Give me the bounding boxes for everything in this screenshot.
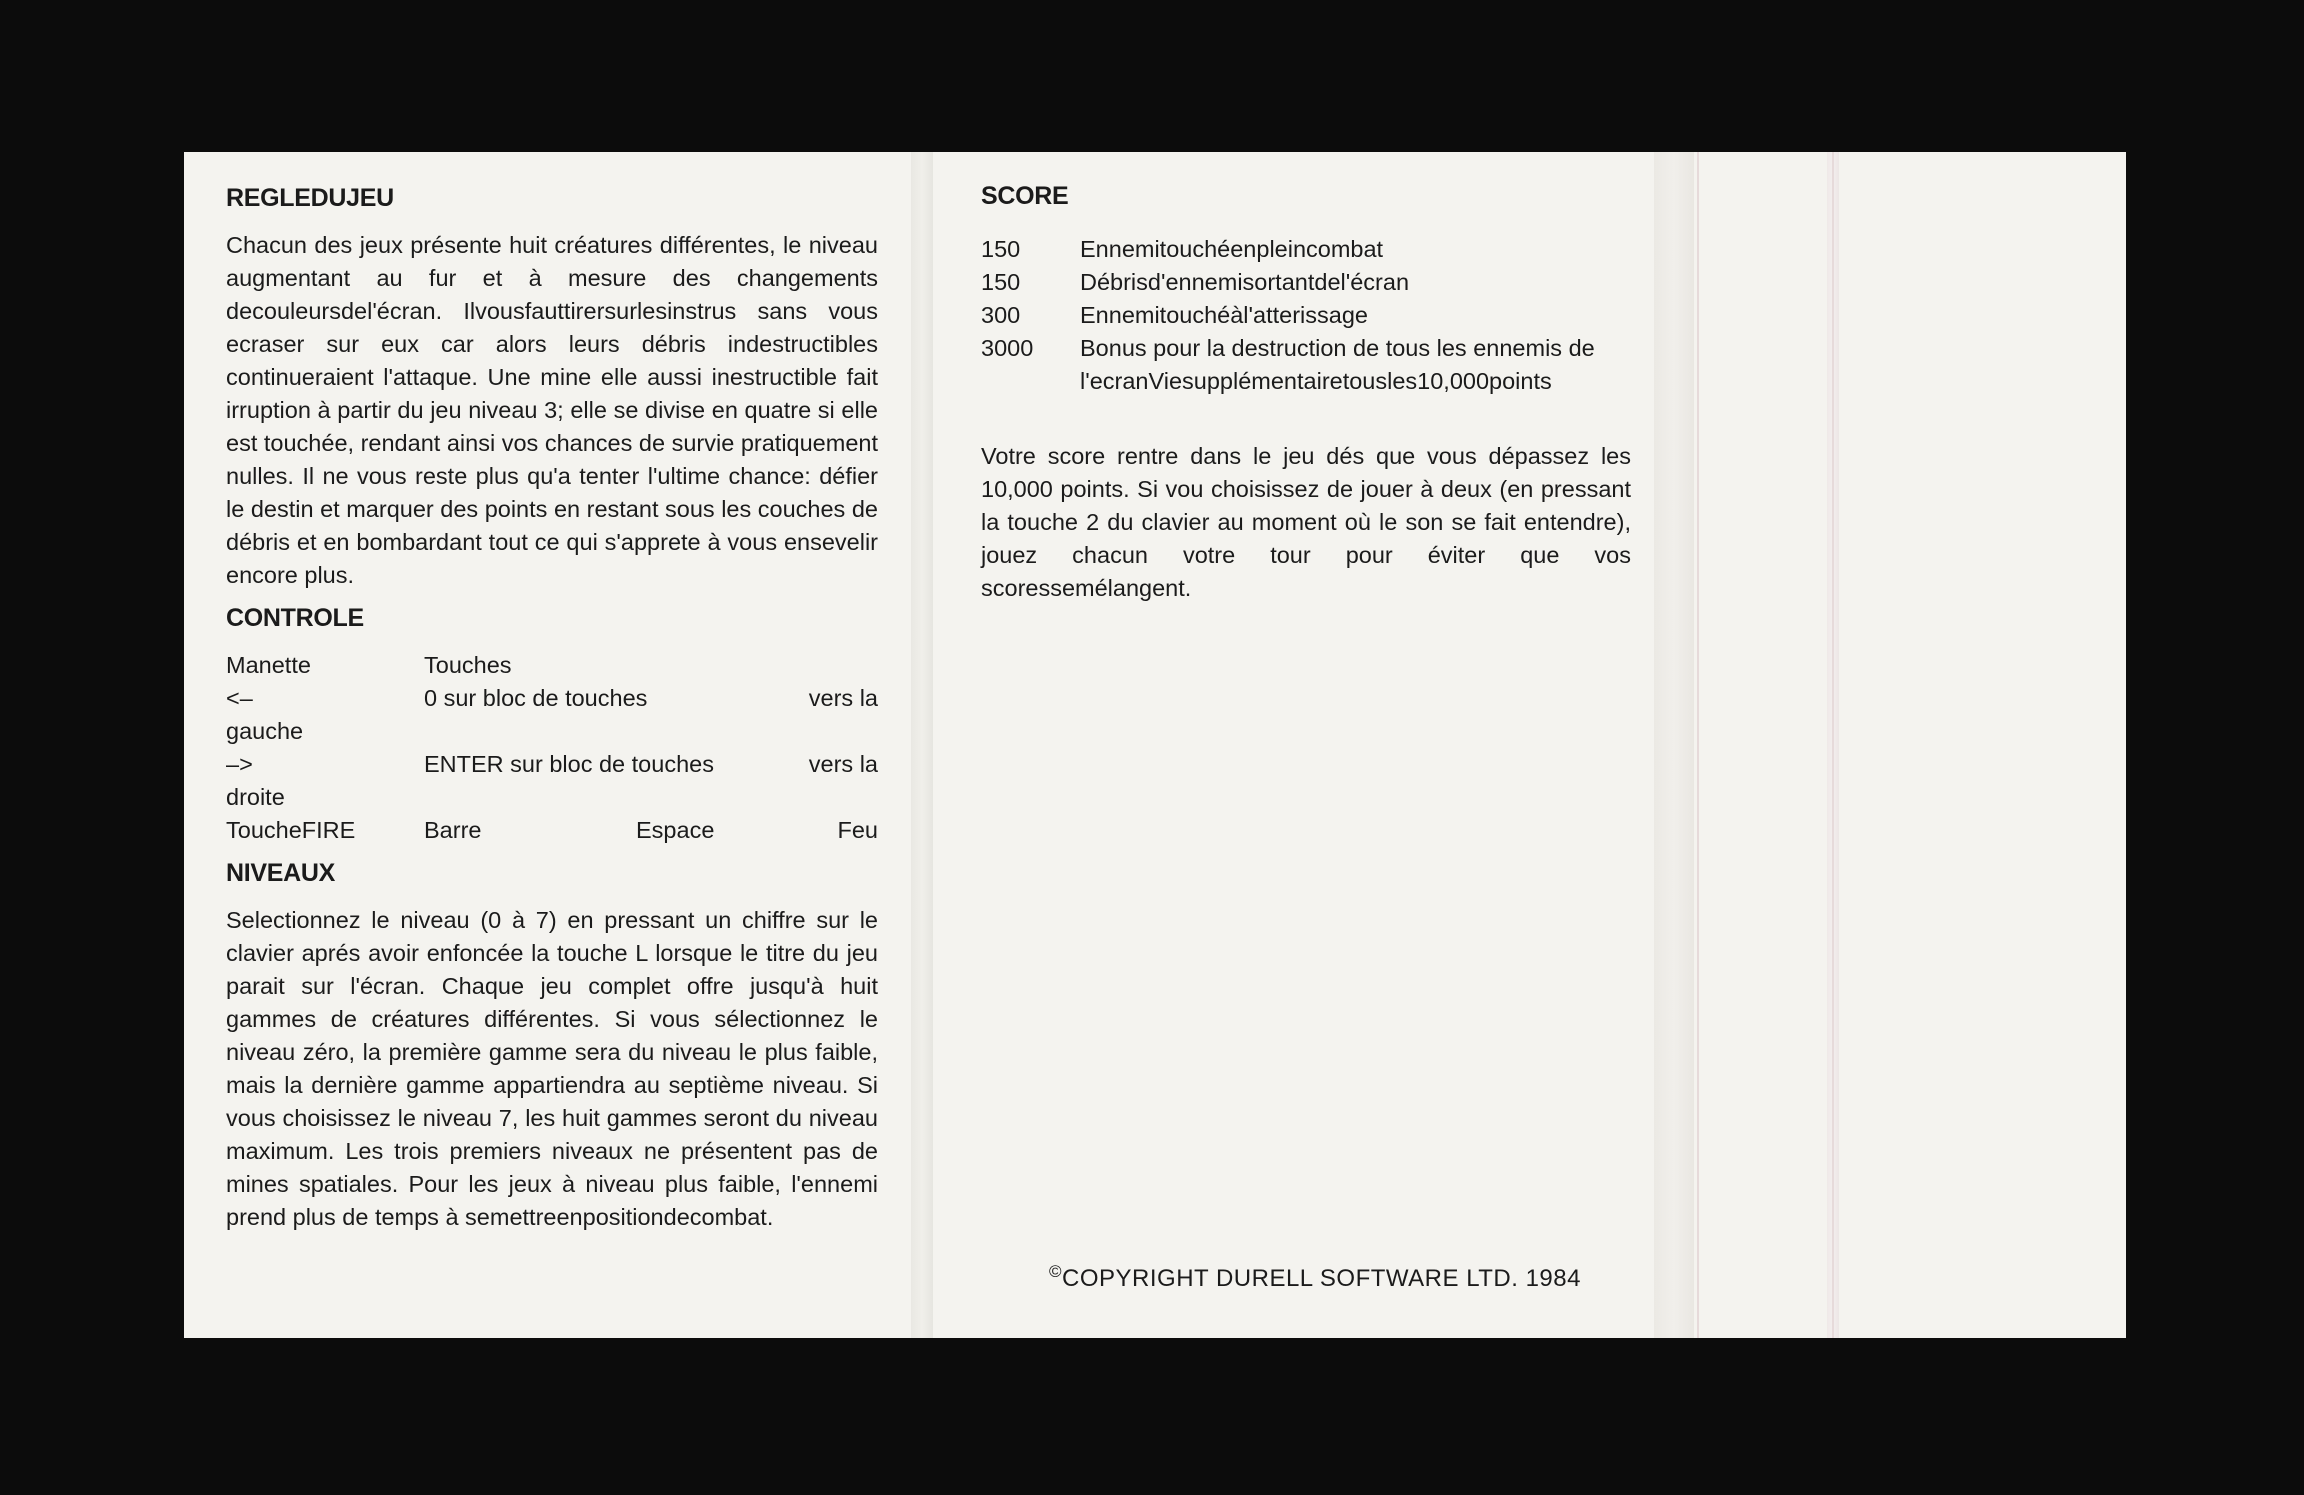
control-action: vers la: [808, 751, 878, 777]
score-description: Ennemitouchéàl'atterissage: [1080, 302, 1368, 328]
control-wrap: gauche: [226, 718, 304, 744]
control-touches: ENTER sur bloc de touches: [424, 751, 714, 777]
score-description: Bonus pour la destruction de tous les ennemis de l'ecranViesupplémentairetousles10,000points: [1080, 335, 1595, 394]
score-points: 150: [981, 269, 1021, 295]
score-row: [981, 299, 1631, 332]
control-manette: –>: [226, 751, 253, 777]
control-touches-a: Barre: [424, 817, 482, 843]
controls-heading: CONTROLE: [226, 604, 364, 632]
control-manette: <–: [226, 685, 253, 711]
control-row-left: [226, 682, 878, 715]
rules-text: Chacun des jeux présente huit créatures différentes, le niveau augmentant au fur et à mesure des changements decouleursdel'écran. Ilvousfauttirersurlesinstrus sans vous ecraser sur eux car alors leurs débris indestructibles continueraient l'attaque. Une mine elle aussi inestructible fait irruption à partir du jeu niveau 3; elle se divise en quatre si elle est touchée, rendant ainsi vos chances de survie pratiquement nulles. Il ne vous reste plus qu'a tenter l'ultime chance: défier le destin et marquer des points en restant sous les couches de débris et en bombardant tout ce qui s'apprete à vous ensevelir encore plus.: [226, 232, 878, 588]
levels-text: Selectionnez le niveau (0 à 7) en pressant un chiffre sur le clavier aprés avoir enfoncée la touche L lorsque le titre du jeu parait sur l'écran. Chaque jeu complet offre jusqu'à huit gammes de créatures différentes. Si vous sélectionnez le niveau zéro, la première gamme sera du niveau le plus faible, mais la dernière gamme appartiendra au septième niveau. Si vous choisissez le niveau 7, les huit gammes seront du niveau maximum. Les trois premiers niveaux ne présentent pas de mines spatiales. Pour les jeux à niveau plus faible, l'ennemi prend plus de temps à semettreenpositiondecombat.: [226, 907, 878, 1230]
fold-line: [1697, 152, 1699, 1338]
rules-heading: REGLEDUJEU: [226, 184, 394, 212]
levels-heading: NIVEAUX: [226, 859, 336, 887]
fold-crease: [1654, 152, 1694, 1338]
score-description: Ennemitouchéenpleincombat: [1080, 236, 1384, 262]
score-row: [981, 233, 1631, 266]
controls-table: [226, 649, 878, 847]
score-heading: SCORE: [981, 182, 1069, 210]
score-table: [981, 233, 1631, 398]
score-points: 300: [981, 302, 1021, 328]
score-description: Débrisd'ennemisortantdel'écran: [1080, 269, 1410, 295]
control-action: Feu: [837, 817, 878, 843]
score-row: [981, 332, 1631, 398]
controls-header-row: [226, 649, 878, 682]
control-wrap: droite: [226, 784, 285, 810]
score-points: 150: [981, 236, 1021, 262]
control-touches-b: Espace: [636, 817, 715, 843]
control-row-right: [226, 748, 878, 781]
control-manette: ToucheFIRE: [226, 817, 356, 843]
score-text: Votre score rentre dans le jeu dés que vous dépassez les 10,000 points. Si vou choisissez de jouer à deux (en pressant la touche 2 du clavier au moment où le son se fait entendre), jouez chacun votre tour pour éviter que vos scoressemélangent.: [981, 443, 1631, 601]
controls-col-manette: Manette: [226, 652, 311, 678]
controls-col-touches: Touches: [424, 652, 512, 678]
control-touches: 0 sur bloc de touches: [424, 685, 648, 711]
right-panel: [981, 180, 1631, 615]
fold-crease: [911, 152, 933, 1338]
control-action: vers la: [808, 685, 878, 711]
copyright-text: COPYRIGHT DURELL SOFTWARE LTD. 1984: [1062, 1265, 1581, 1292]
score-row: [981, 266, 1631, 299]
score-points: 3000: [981, 335, 1034, 361]
copyright-symbol: ©: [1049, 1262, 1063, 1281]
copyright-notice: [1049, 1262, 1581, 1293]
fold-line: [1832, 152, 1834, 1338]
instruction-sheet: [184, 152, 2126, 1338]
control-row-fire: [226, 814, 878, 847]
left-panel: [226, 182, 878, 1244]
